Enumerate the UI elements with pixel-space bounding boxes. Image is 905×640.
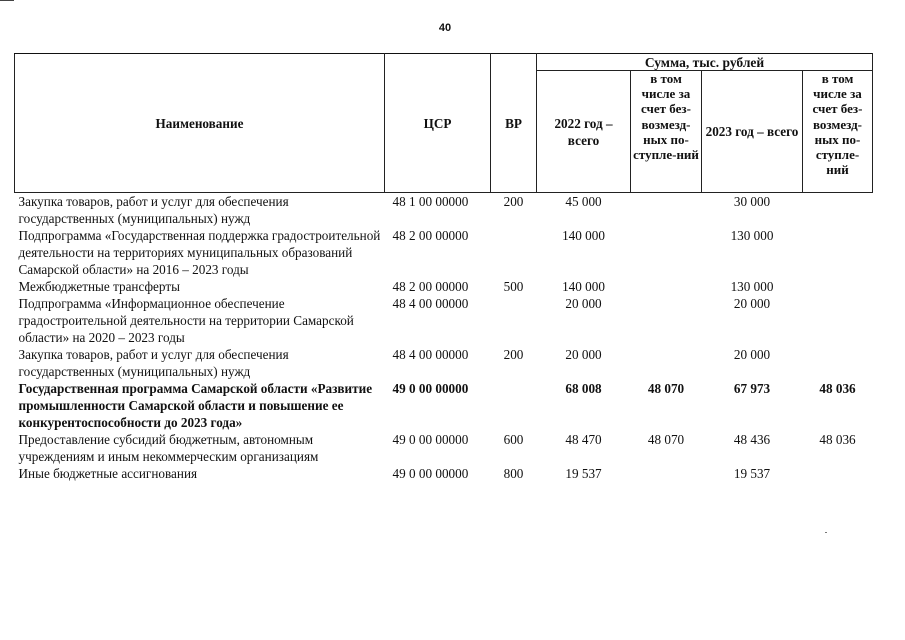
row-2022-free xyxy=(631,465,702,482)
row-2022-total: 20 000 xyxy=(565,347,602,362)
row-vr xyxy=(491,227,537,278)
row-2022-total: 68 008 xyxy=(565,381,602,396)
row-csr: 48 2 00 00000 xyxy=(392,228,469,243)
table-row xyxy=(15,278,873,295)
row-name: Закупка товаров, работ и услуг для обеспечения государственных (муниципальных) нужд xyxy=(18,194,289,226)
row-vr: 500 xyxy=(503,279,524,294)
row-vr xyxy=(491,380,537,431)
row-2023-free xyxy=(803,193,873,228)
row-2022-total: 19 537 xyxy=(565,466,602,481)
row-2023-total: 20 000 xyxy=(733,296,771,311)
row-2022-total: 45 000 xyxy=(565,194,602,209)
row-name: Предоставление субсидий бюджетным, автономным учреждениям и иным некоммерческим организациям xyxy=(18,432,319,464)
row-vr xyxy=(491,295,537,346)
row-csr: 49 0 00 00000 xyxy=(392,466,469,481)
column-header-2023-total: 2023 год – всего xyxy=(702,71,803,193)
row-2023-free: 48 036 xyxy=(819,381,856,396)
row-csr: 48 2 00 00000 xyxy=(392,279,469,294)
column-header-sum: Сумма, тыс. рублей xyxy=(537,54,873,71)
row-2023-free xyxy=(803,465,873,482)
row-name: Подпрограмма «Государственная поддержка градостроительной деятельности на территориях муниципальных образований Самарской области» на 2016 – 2023 годы xyxy=(18,228,381,277)
row-2022-free: 48 070 xyxy=(647,381,685,396)
row-name: Межбюджетные трансферты xyxy=(18,279,180,294)
row-2023-total: 30 000 xyxy=(733,194,771,209)
row-2023-total: 130 000 xyxy=(730,228,774,243)
row-2023-free xyxy=(803,295,873,346)
row-2023-free: 48 036 xyxy=(819,432,856,447)
row-name: Подпрограмма «Информационное обеспечение градостроительной деятельности на территории Самарской области» на 2020 – 2023 годы xyxy=(18,296,354,345)
row-csr: 49 0 00 00000 xyxy=(392,381,469,396)
row-2022-total: 48 470 xyxy=(565,432,602,447)
row-2023-total: 20 000 xyxy=(733,347,771,362)
row-2023-total: 130 000 xyxy=(730,279,774,294)
row-vr: 800 xyxy=(503,466,524,481)
row-2022-total: 140 000 xyxy=(562,228,605,243)
table-row xyxy=(15,295,873,346)
row-vr: 600 xyxy=(503,432,524,447)
row-2022-free xyxy=(631,295,702,346)
row-csr: 48 4 00 00000 xyxy=(392,296,469,311)
column-header-2022-total: 2022 год – всего xyxy=(537,71,631,193)
row-2023-total: 48 436 xyxy=(733,432,771,447)
row-vr: 200 xyxy=(503,194,524,209)
row-2023-free xyxy=(803,227,873,278)
row-2023-total: 67 973 xyxy=(733,381,771,396)
row-name: Иные бюджетные ассигнования xyxy=(18,466,198,481)
row-name: Государственная программа Самарской области «Развитие промышленности Самарской области и повышение ее конкурентоспособности до 2023 года» xyxy=(18,381,373,430)
row-csr: 48 1 00 00000 xyxy=(392,194,469,209)
row-2022-free xyxy=(631,193,702,228)
column-header-2023-free: в том числе за счет без-возмезд-ных по-ступле-ний xyxy=(803,71,873,193)
row-2022-free: 48 070 xyxy=(647,432,685,447)
table-row xyxy=(15,193,873,228)
row-2022-free xyxy=(631,278,702,295)
row-2022-free xyxy=(631,346,702,380)
table-row xyxy=(15,431,873,465)
column-header-vr: ВР xyxy=(491,54,537,193)
column-header-csr: ЦСР xyxy=(385,54,491,193)
scan-corner-mark xyxy=(0,0,14,4)
column-header-2022-free: в том числе за счет без-возмезд-ных по-ступле-ний xyxy=(631,71,702,193)
table-row xyxy=(15,380,873,431)
row-csr: 48 4 00 00000 xyxy=(392,347,469,362)
row-2022-total: 140 000 xyxy=(562,279,605,294)
budget-table xyxy=(14,53,873,482)
row-2023-free xyxy=(803,346,873,380)
scan-artifact xyxy=(825,532,827,533)
table-row xyxy=(15,346,873,380)
table-row xyxy=(15,227,873,278)
row-2023-total: 19 537 xyxy=(733,466,771,481)
row-2023-free xyxy=(803,278,873,295)
table-body xyxy=(15,193,873,483)
row-name: Закупка товаров, работ и услуг для обеспечения государственных (муниципальных) нужд xyxy=(18,347,289,379)
column-header-name: Наименование xyxy=(15,54,385,193)
row-vr: 200 xyxy=(503,347,524,362)
row-2022-total: 20 000 xyxy=(565,296,602,311)
table-row xyxy=(15,465,873,482)
row-2022-free xyxy=(631,227,702,278)
table-header xyxy=(15,54,873,193)
page-number: 40 xyxy=(438,22,452,34)
row-csr: 49 0 00 00000 xyxy=(392,432,469,447)
